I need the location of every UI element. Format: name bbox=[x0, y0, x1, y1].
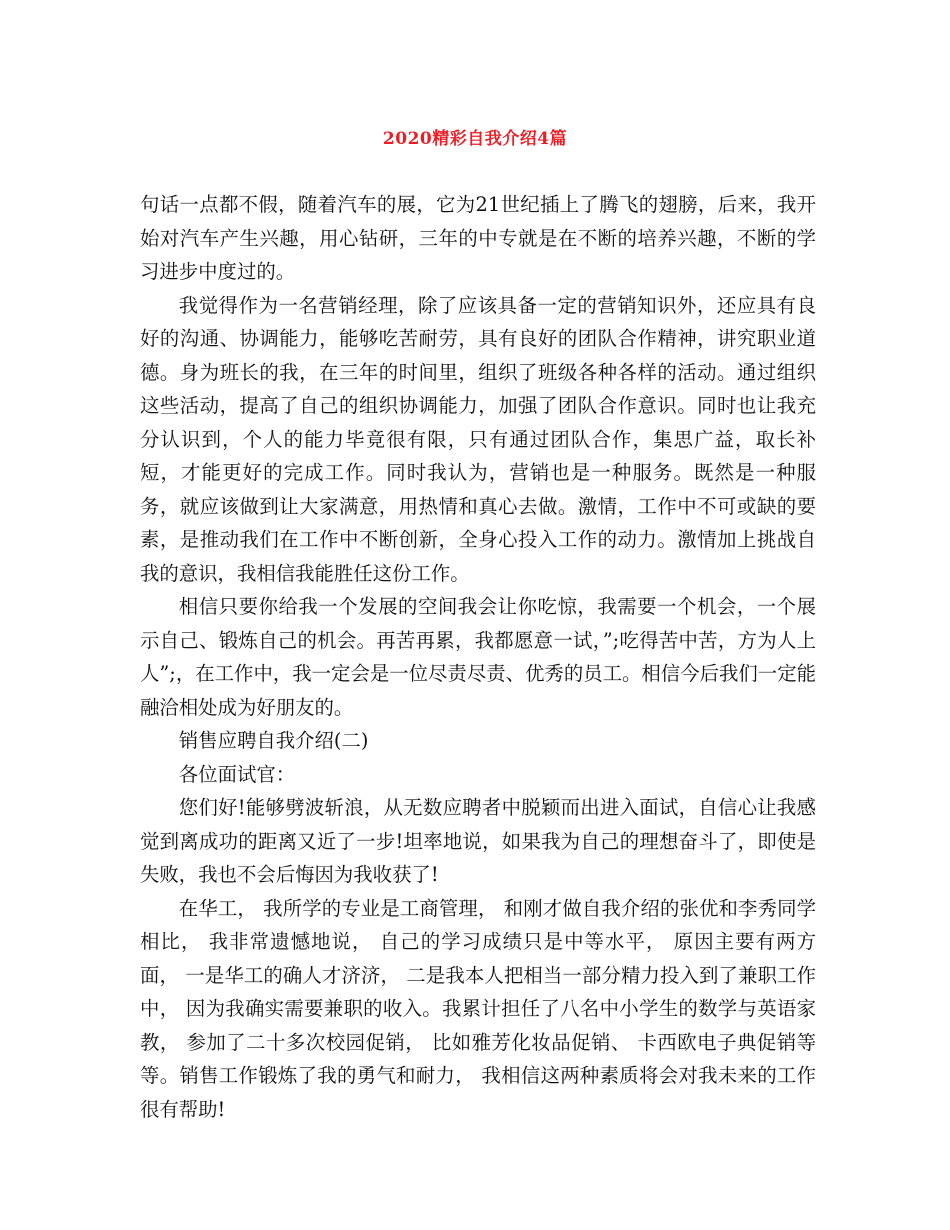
paragraph-1: 句话一点都不假，随着汽车的展，它为21世纪插上了腾飞的翅膀，后来，我开始对汽车产生兴趣，用心钻研，三年的中专就是在不断的培养兴趣，不断的学习进步中度过的。 bbox=[140, 193, 816, 283]
paragraph-3: 相信只要你给我一个发展的空间我会让你吃惊，我需要一个机会，一个展示自己、锻炼自己的机会。再苦再累，我都愿意一试，”;吃得苦中苦，方为人上人”;，在工作中，我一定会是一位尽责尽责、优秀的员工。相信今后我们一定能融洽相处成为好朋友的。 bbox=[140, 595, 816, 719]
document-body bbox=[140, 188, 816, 1126]
paragraph-2: 我觉得作为一名营销经理，除了应该具备一定的营销知识外，还应具有良好的沟通、协调能力，能够吃苦耐劳，具有良好的团队合作精神，讲究职业道德。身为班长的我，在三年的时间里，组织了班级各种各样的活动。通过组织这些活动，提高了自己的组织协调能力，加强了团队合作意识。同时也让我充分认识到，个人的能力毕竟很有限，只有通过团队合作，集思广益，取长补短，才能更好的完成工作。同时我认为，营销也是一种服务。既然是一种服务，就应该做到让大家满意，用热情和真心去做。激情，工作中不可或缺的要素，是推动我们在工作中不断创新，全身心投入工作的动力。激情加上挑战自我的意识，我相信我能胜任这份工作。 bbox=[140, 293, 816, 585]
paragraph-4: 您们好!能够劈波斩浪，从无数应聘者中脱颖而出进入面试，自信心让我感觉到离成功的距离又近了一步!坦率地说，如果我为自己的理想奋斗了，即使是失败，我也不会后悔因为我收获了! bbox=[140, 796, 816, 886]
section-heading: 销售应聘自我介绍(二) bbox=[178, 729, 369, 752]
salutation: 各位面试官： bbox=[178, 762, 296, 786]
paragraph-5: 在华工， 我所学的专业是工商管理， 和刚才做自我介绍的张优和李秀同学相比， 我非常遗憾地说， 自己的学习成绩只是中等水平， 原因主要有两方面， 一是华工的确人才济济， 二是我本人把相当一部分精力投入到了兼职工作中， 因为我确实需要兼职的收入。我累计担任了八名中小学生的数学与英语家教， 参加了二十多次校园促销， 比如雅芳化妆品促销、 卡西欧电子典促销等等。销售工作锻炼了我的勇气和耐力， 我相信这两种素质将会对我未来的工作很有帮助! bbox=[140, 896, 816, 1121]
document-title: 2020精彩自我介绍4篇 bbox=[382, 129, 568, 149]
